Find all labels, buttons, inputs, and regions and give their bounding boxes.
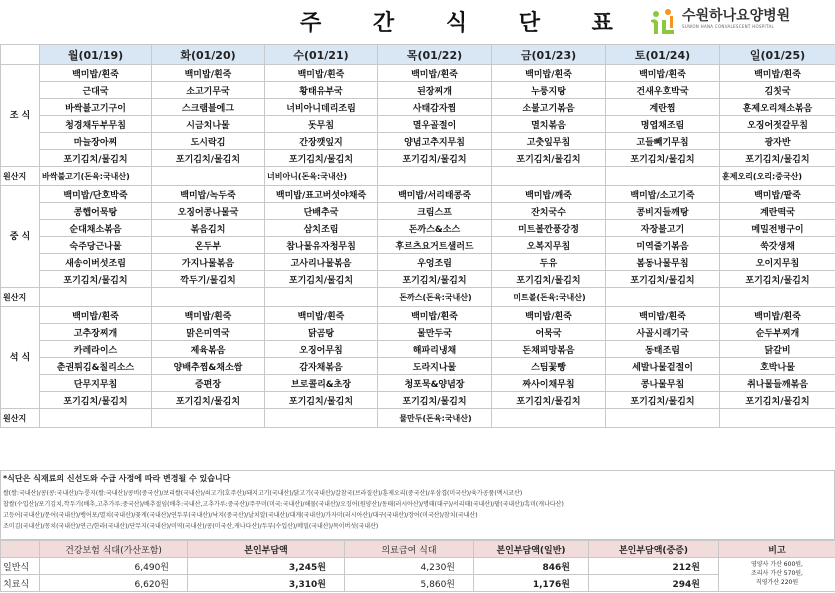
menu-item: 백미밥/흰죽 — [378, 65, 492, 82]
menu-item: 물만두국 — [378, 324, 492, 341]
menu-item: 고춧잎무침 — [492, 133, 606, 150]
price-header-insurance: 건강보험 식대(가산포함) — [40, 541, 188, 558]
menu-item: 잔치국수 — [492, 203, 606, 220]
menu-item: 도라지나물 — [378, 358, 492, 375]
origin-cell — [265, 288, 378, 307]
menu-item: 포기김치/물김치 — [40, 271, 152, 288]
menu-item: 포기김치/물김치 — [265, 392, 378, 409]
menu-item: 사태감자찜 — [378, 99, 492, 116]
origin-cell — [40, 409, 152, 428]
remark-line: 직영가산 220원 — [755, 579, 799, 586]
lunch-row — [1, 271, 835, 288]
menu-item: 닭갈비 — [720, 341, 835, 358]
breakfast-row — [1, 116, 835, 133]
day-mon: 월(01/19) — [40, 45, 152, 65]
menu-item: 백미밥/흰죽 — [492, 65, 606, 82]
origin-cell: 돈까스(돈육:국내산) — [378, 288, 492, 307]
day-tue: 화(01/20) — [152, 45, 265, 65]
origin-cell — [40, 288, 152, 307]
notes-main: *식단은 식재료의 신선도와 수급 사정에 따라 변경될 수 있습니다 — [3, 474, 231, 483]
origin-cell: 물만두(돈육:국내산) — [378, 409, 492, 428]
menu-item: 쑥갓생채 — [720, 237, 835, 254]
menu-item: 돈채피망볶음 — [492, 341, 606, 358]
menu-item: 어묵국 — [492, 324, 606, 341]
breakfast-row — [1, 99, 835, 116]
menu-item: 소고기무국 — [152, 82, 265, 99]
menu-item: 우엉조림 — [378, 254, 492, 271]
day-wed: 수(01/21) — [265, 45, 378, 65]
dinner-origin-row — [1, 409, 835, 428]
menu-item: 백미밥/흰죽 — [40, 65, 152, 82]
menu-item: 맑은미역국 — [152, 324, 265, 341]
notes-line: 고등어(국내산)/문어(국내산)/뱅어포/멸치(국내산)/꽃게(국내산)/연두부(국내산)/낙지(중국산)/날치알(국내산)/대게(국내산)/가자미(러시아산)/대구(국내산)/장어(미국산)/참치(국내산) — [3, 512, 478, 519]
menu-item: 자장불고기 — [606, 220, 720, 237]
menu-item: 백미밥/흰죽 — [40, 307, 152, 324]
menu-item: 닭곰탕 — [265, 324, 378, 341]
remark-line: 영양사 가산 600원, — [751, 561, 803, 568]
menu-item: 해파리냉채 — [378, 341, 492, 358]
menu-item: 단배추국 — [265, 203, 378, 220]
price-cell: 6,490원 — [40, 558, 188, 575]
day-thu: 목(01/22) — [378, 45, 492, 65]
price-cell: 212원 — [589, 558, 719, 575]
menu-item: 미역줄기볶음 — [606, 237, 720, 254]
menu-item: 오징어콩나물국 — [152, 203, 265, 220]
price-cell: 6,620원 — [40, 575, 188, 592]
menu-item: 오징어무침 — [265, 341, 378, 358]
price-cell: 846원 — [474, 558, 589, 575]
origin-cell: 바싹불고기(돈육:국내산) — [40, 167, 152, 186]
price-row-label: 일반식 — [1, 558, 40, 575]
menu-item: 호박나물 — [720, 358, 835, 375]
day-fri: 금(01/23) — [492, 45, 606, 65]
menu-item: 돈까스&소스 — [378, 220, 492, 237]
lunch-row — [1, 220, 835, 237]
menu-item: 오이지무침 — [720, 254, 835, 271]
breakfast-row — [1, 150, 835, 167]
origin-cell: 미트볼(돈육:국내산) — [492, 288, 606, 307]
menu-item: 간장깻잎지 — [265, 133, 378, 150]
menu-item: 누룽지탕 — [492, 82, 606, 99]
price-cell: 3,245원 — [188, 558, 345, 575]
menu-item: 순대채소볶음 — [40, 220, 152, 237]
menu-item: 스팀꽃빵 — [492, 358, 606, 375]
menu-item: 콩나물무침 — [606, 375, 720, 392]
menu-item: 포기김치/물김치 — [40, 150, 152, 167]
logo-name: 수원하나요양병원 — [682, 8, 791, 24]
menu-item: 백미밥/서리태콩죽 — [378, 186, 492, 203]
menu-item: 백미밥/흰죽 — [720, 65, 835, 82]
price-cell: 4,230원 — [345, 558, 474, 575]
price-header-blank — [1, 541, 40, 558]
menu-item: 백미밥/흰죽 — [606, 307, 720, 324]
menu-item: 건새우호박국 — [606, 82, 720, 99]
menu-item: 숙주당근나물 — [40, 237, 152, 254]
menu-item: 백미밥/단호박죽 — [40, 186, 152, 203]
menu-item: 카레라이스 — [40, 341, 152, 358]
menu-item: 백미밥/흰죽 — [492, 307, 606, 324]
menu-item: 훈제오리채소볶음 — [720, 99, 835, 116]
logo-subtitle: SUWON HANA CONVALESCENT HOSPITAL — [682, 24, 775, 29]
menu-item: 포기김치/물김치 — [265, 271, 378, 288]
menu-item: 멸우골절이 — [378, 116, 492, 133]
origin-cell — [606, 288, 720, 307]
lunch-row — [1, 186, 835, 203]
menu-item: 고사리나물볶음 — [265, 254, 378, 271]
menu-item: 백미밥/깨죽 — [492, 186, 606, 203]
menu-item: 소불고기볶음 — [492, 99, 606, 116]
price-row-therapeutic — [1, 575, 835, 592]
menu-item: 포기김치/물김치 — [40, 392, 152, 409]
price-header-row — [1, 541, 835, 558]
menu-item: 포기김치/물김치 — [720, 150, 835, 167]
menu-item: 포기김치/물김치 — [378, 392, 492, 409]
origin-cell: 훈제오리(오리:중국산) — [720, 167, 835, 186]
menu-item: 순두부찌개 — [720, 324, 835, 341]
menu-item: 고추장찌개 — [40, 324, 152, 341]
menu-item: 봄동나물무침 — [606, 254, 720, 271]
menu-item: 포기김치/물김치 — [606, 150, 720, 167]
menu-item: 제육볶음 — [152, 341, 265, 358]
menu-item: 백미밥/흰죽 — [152, 307, 265, 324]
menu-item: 참나물유자청무침 — [265, 237, 378, 254]
menu-item: 포기김치/물김치 — [152, 392, 265, 409]
price-header-medical-aid: 의료급여 식대 — [345, 541, 474, 558]
notes-line: 조미김(국내산)/꽁치(국내산)/연근/한라(국내산)/단무지(국내산)/미역(국내산)/콩(미국산,캐나다산)/두부(수입산)/메밀(국내산)/목이버섯(국내산) — [3, 523, 379, 530]
menu-item: 백미밥/흰죽 — [606, 65, 720, 82]
menu-item: 명엽채조림 — [606, 116, 720, 133]
price-header-copay: 본인부담액 — [188, 541, 345, 558]
origin-cell — [152, 409, 265, 428]
menu-item: 백미밥/소고기죽 — [606, 186, 720, 203]
menu-table — [0, 44, 835, 428]
menu-item: 백미밥/흰죽 — [720, 307, 835, 324]
origin-cell — [720, 409, 835, 428]
lunch-row — [1, 254, 835, 271]
dinner-label: 석 식 — [1, 307, 40, 409]
menu-item: 포기김치/물김치 — [265, 150, 378, 167]
menu-item: 메밀전병구이 — [720, 220, 835, 237]
dinner-row — [1, 358, 835, 375]
menu-item: 시금치나물 — [152, 116, 265, 133]
menu-item: 광자반 — [720, 133, 835, 150]
menu-item: 사골시래기국 — [606, 324, 720, 341]
menu-item: 백미밥/흰죽 — [152, 65, 265, 82]
menu-item: 황태유부국 — [265, 82, 378, 99]
menu-item: 콩햅어묵탕 — [40, 203, 152, 220]
menu-item: 김칫국 — [720, 82, 835, 99]
breakfast-label: 조 식 — [1, 65, 40, 167]
breakfast-row — [1, 65, 835, 82]
day-sat: 토(01/24) — [606, 45, 720, 65]
price-table — [0, 540, 835, 592]
menu-item: 돗무침 — [265, 116, 378, 133]
menu-item: 포기김치/물김치 — [606, 271, 720, 288]
menu-item: 삼치조림 — [265, 220, 378, 237]
menu-item: 백미밥/녹두죽 — [152, 186, 265, 203]
menu-item: 백미밥/흰죽 — [265, 307, 378, 324]
menu-item: 스크램블에그 — [152, 99, 265, 116]
dinner-row — [1, 375, 835, 392]
menu-item: 볶음김치 — [152, 220, 265, 237]
menu-item: 감자채볶음 — [265, 358, 378, 375]
header — [0, 0, 835, 42]
menu-item: 된장찌개 — [378, 82, 492, 99]
price-cell: 5,860원 — [345, 575, 474, 592]
menu-item: 포기김치/물김치 — [720, 392, 835, 409]
menu-item: 포기김치/물김치 — [378, 271, 492, 288]
menu-item: 포기김치/물김치 — [606, 392, 720, 409]
origin-label: 원산지 — [1, 409, 40, 428]
origin-cell — [606, 167, 720, 186]
logo-icon — [648, 8, 678, 36]
price-cell: 1,176원 — [474, 575, 589, 592]
menu-item: 포기김치/물김치 — [492, 271, 606, 288]
dinner-row — [1, 341, 835, 358]
origin-cell — [492, 167, 606, 186]
origin-cell: 너비아니(돈육:국내산) — [265, 167, 378, 186]
breakfast-row — [1, 133, 835, 150]
menu-item: 미트볼깐풍강정 — [492, 220, 606, 237]
menu-item: 포기김치/물김치 — [152, 150, 265, 167]
menu-item: 후르츠요거트샐러드 — [378, 237, 492, 254]
menu-item: 동태조림 — [606, 341, 720, 358]
remark-line: 조리사 가산 570원, — [751, 570, 803, 577]
menu-item: 청포묵&양념장 — [378, 375, 492, 392]
menu-item: 오복지무침 — [492, 237, 606, 254]
menu-item: 취나물들깨볶음 — [720, 375, 835, 392]
lunch-row — [1, 203, 835, 220]
lunch-origin-row — [1, 288, 835, 307]
breakfast-row — [1, 82, 835, 99]
menu-item: 근대국 — [40, 82, 152, 99]
dinner-row — [1, 307, 835, 324]
price-remarks — [719, 558, 835, 592]
menu-item: 계란찜 — [606, 99, 720, 116]
menu-item: 두유 — [492, 254, 606, 271]
menu-item: 백미밥/표고버섯야채죽 — [265, 186, 378, 203]
lunch-label: 중 식 — [1, 186, 40, 288]
menu-item: 포기김치/물김치 — [492, 150, 606, 167]
origin-label: 원산지 — [1, 167, 40, 186]
origin-cell — [492, 409, 606, 428]
menu-item: 단무지무침 — [40, 375, 152, 392]
price-row-general — [1, 558, 835, 575]
menu-item: 백미밥/흰죽 — [265, 65, 378, 82]
price-header-copay-severe: 본인부담액(중증) — [589, 541, 719, 558]
origin-cell — [720, 288, 835, 307]
origin-label: 원산지 — [1, 288, 40, 307]
origin-cell — [265, 409, 378, 428]
corner-cell — [1, 45, 40, 65]
menu-item: 계란떡국 — [720, 203, 835, 220]
hospital-logo — [648, 8, 790, 36]
menu-item: 포기김치/물김치 — [720, 271, 835, 288]
price-cell: 3,310원 — [188, 575, 345, 592]
menu-item: 가지나물볶음 — [152, 254, 265, 271]
menu-item: 브로콜리&초장 — [265, 375, 378, 392]
menu-item: 도시락김 — [152, 133, 265, 150]
menu-item: 고들빼기무침 — [606, 133, 720, 150]
menu-item: 양배추찜&채소쌈 — [152, 358, 265, 375]
menu-item: 양념고추지무침 — [378, 133, 492, 150]
menu-item: 너비아니데리조림 — [265, 99, 378, 116]
breakfast-origin-row — [1, 167, 835, 186]
menu-item: 증편장 — [152, 375, 265, 392]
page-title: 주 간 식 단 표 — [300, 11, 635, 36]
origin-cell — [606, 409, 720, 428]
menu-item: 백미밥/흰죽 — [378, 307, 492, 324]
menu-item: 바싹불고기구이 — [40, 99, 152, 116]
origin-cell — [152, 167, 265, 186]
price-row-label: 치료식 — [1, 575, 40, 592]
menu-item: 크림스프 — [378, 203, 492, 220]
menu-item: 멸치볶음 — [492, 116, 606, 133]
menu-item: 온두부 — [152, 237, 265, 254]
menu-item: 세발나물겉절이 — [606, 358, 720, 375]
price-header-copay-general: 본인부담액(일반) — [474, 541, 589, 558]
notes-line: 찹쌀(수입산)/포기김치,깍두기(배추,고추가루:중국산)/배추절임(배추:국내산,고추가루:중국산)/주꾸미(미국:국내산)/해물(국내산)/오징어(원양산)/동태(러시아산)/명태(대구)/서리태(국내산)/팥(국내산)/흑미(캐나다산) — [3, 501, 564, 508]
price-header-remarks: 비고 — [719, 541, 835, 558]
menu-item: 백미밥/팥죽 — [720, 186, 835, 203]
menu-item: 춘권튀김&칠리소스 — [40, 358, 152, 375]
menu-item: 오징어젓갈무침 — [720, 116, 835, 133]
origin-cell — [152, 288, 265, 307]
price-cell: 294원 — [589, 575, 719, 592]
lunch-row — [1, 237, 835, 254]
notes-line: 쌀(쌀:국내산)/콩(콩:국내산)/누룽지(쌀:국내산)/콩비(중국산)/보리쌀(국내산)/쇠고기(호주산)/돼지고기(국내산)/닭고기(국내산)/갈참국(브라질산)/훈제오리(중국산)/우삼겹(미국산)/육가공품(멕시코산) — [3, 490, 523, 497]
day-header-row — [1, 45, 835, 65]
notes-section — [0, 470, 835, 540]
menu-item: 포기김치/물김치 — [492, 392, 606, 409]
menu-item: 청경채두부무침 — [40, 116, 152, 133]
menu-item: 마늘장아찌 — [40, 133, 152, 150]
menu-item: 포기김치/물김치 — [378, 150, 492, 167]
menu-item: 짜사이채무침 — [492, 375, 606, 392]
menu-item: 깍두기/물김치 — [152, 271, 265, 288]
origin-cell — [378, 167, 492, 186]
day-sun: 일(01/25) — [720, 45, 835, 65]
dinner-row — [1, 324, 835, 341]
menu-item: 콩비지들깨탕 — [606, 203, 720, 220]
menu-item: 새송이버섯조림 — [40, 254, 152, 271]
dinner-row — [1, 392, 835, 409]
